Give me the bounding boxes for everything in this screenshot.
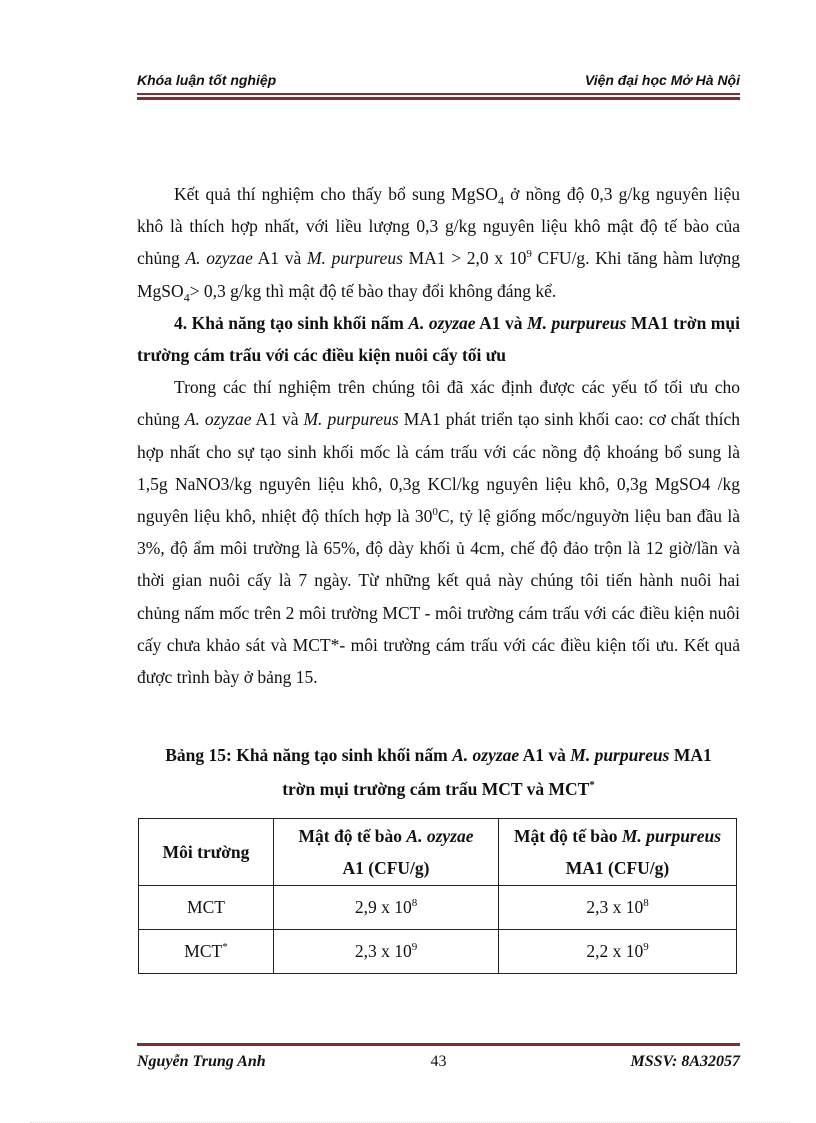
value-base: 2,3 x 10 — [586, 897, 644, 917]
value-exponent: 9 — [643, 941, 649, 954]
value-exponent: 9 — [411, 941, 418, 954]
page-footer — [137, 1053, 740, 1075]
table-row — [139, 930, 737, 974]
header-aspergillus-density — [274, 819, 499, 886]
value-base: 2,9 x 10 — [354, 897, 412, 917]
caption-line-1 — [137, 738, 740, 772]
p2-species-aspergillus: A. ozyzae — [184, 409, 252, 430]
p1-exponent: 9 — [526, 248, 532, 261]
cell-aspergillus-value — [274, 930, 499, 974]
p2-text-g: C, tỷ lệ giống mốc/nguyờn liệu ban đầu là 3%, độ ẩm môi trường là 65%, độ dày khối ủ 4cm, chế độ đảo trộn là 12 giờ/lần và thời gian nuôi cấy là 7 ngày. Từ những kết quả này chúng tôi tiến hành nuôi hai chủng nấm mốc trên 2 môi trường MCT - môi trường cám trấu với các điều kiện nuôi cấy chưa khảo sát và MCT*- môi trường cám trấu với các điều kiện tối ưu. Kết quả được trình bày ở bảng 15. — [137, 506, 740, 688]
p1-species-aspergillus: A. ozyzae — [185, 248, 253, 269]
h3-text-a: Mật độ tế bào — [513, 826, 622, 846]
caption-species-aspergillus: A. ozyzae — [452, 745, 520, 765]
caption-species-monascus: M. purpureus — [570, 745, 670, 765]
h2-text-a: Mật độ tế bào — [298, 826, 407, 846]
p1-text-i: CFU/g. Khi tăng hàm lượng MgSO — [137, 248, 740, 301]
header-rule-thick — [137, 97, 740, 100]
p1-text-k: > 0,3 g/kg thì mật độ tế bào thay đổi không đáng kể. — [189, 280, 557, 301]
value-exponent: 8 — [643, 897, 649, 910]
results-table — [138, 818, 737, 974]
env-label: MCT — [187, 897, 225, 917]
h3-species: M. purpureus — [621, 826, 722, 846]
h2-species: A. ozyzae — [406, 826, 474, 846]
heading-text-e: MA1 trờn mụi trường cám trấu với các điều kiện nuôi cấy tối ưu — [137, 312, 740, 366]
heading-text-a: 4. Khả năng tạo sinh khối nấm — [174, 312, 409, 333]
paragraph-2 — [137, 371, 740, 693]
caption-asterisk: * — [589, 779, 595, 792]
p2-degree-superscript: 0 — [432, 506, 438, 519]
caption-text-e: MA1 — [669, 745, 712, 765]
cell-environment — [139, 930, 274, 974]
p1-text-g: MA1 > 2,0 x 10 — [402, 248, 527, 269]
p1-text-a: Kết quả thí nghiệm cho thấy bổ sung MgSO — [174, 184, 498, 204]
page-number: 43 — [430, 1053, 447, 1070]
env-sup: * — [222, 941, 228, 954]
h2-unit: A1 (CFU/g) — [342, 858, 430, 878]
p1-species-monascus: M. purpureus — [306, 248, 403, 269]
caption-text-a: Bảng 15: Khả năng tạo sinh khối nấm — [165, 745, 453, 765]
footer-rule — [137, 1043, 740, 1046]
p1-text-c: ở nồng độ 0,3 g/kg nguyên liệu khô là thích hợp nhất, với liều lượng 0,3 g/kg nguyên liệu khô mật độ tế bào của chủng — [137, 184, 741, 269]
header-monascus-density — [499, 819, 737, 886]
footer-student-id: MSSV: 8A32057 — [630, 1053, 740, 1070]
page-header — [137, 72, 740, 88]
cell-environment — [139, 886, 274, 930]
heading-species-aspergillus: A. ozyzae — [408, 312, 476, 333]
p1-subscript-2: 4 — [183, 290, 190, 305]
heading-species-monascus: M. purpureus — [527, 312, 627, 333]
caption-line-2 — [137, 772, 740, 806]
caption-text-c: A1 và — [519, 745, 571, 765]
p2-text-e: MA1 phát triển tạo sinh khối cao: cơ chất thích hợp nhất cho sự tạo sinh khối mốc là cám trấu với các nồng độ khoáng bổ sung là 1,5g NaNO3/kg nguyên liệu khô, 0,3g KCl/kg nguyên liệu khô, 0,3g MgSO4 /kg nguyên liệu khô, nhiệt độ thích hợp là 30 — [137, 409, 740, 527]
table-row — [139, 886, 737, 930]
p2-species-monascus: M. purpureus — [303, 409, 399, 430]
header-left-title: Khóa luận tốt nghiệp — [137, 72, 277, 88]
p1-text-e: A1 và — [252, 248, 307, 269]
env-label: MCT — [184, 941, 223, 961]
p2-text-a: Trong các thí nghiệm trên chúng tôi đã xác định được các yếu tố tối ưu cho chủng — [137, 377, 740, 430]
cell-monascus-value — [499, 886, 737, 930]
h3-unit: MA1 (CFU/g) — [565, 858, 670, 878]
section-heading — [137, 307, 740, 371]
table-caption — [137, 738, 740, 806]
value-base: 2,3 x 10 — [354, 941, 412, 961]
paragraph-1 — [137, 178, 740, 307]
value-base: 2,2 x 10 — [586, 941, 644, 961]
header-environment: Môi trường — [139, 819, 274, 886]
value-exponent: 8 — [411, 897, 418, 910]
cell-monascus-value — [499, 930, 737, 974]
p1-subscript: 4 — [497, 193, 504, 208]
caption-text-f: trờn mụi trường cám trấu MCT và MCT — [282, 779, 590, 799]
cell-aspergillus-value — [274, 886, 499, 930]
heading-text-c: A1 và — [475, 312, 528, 333]
p2-text-c: A1 và — [251, 409, 304, 430]
body-text — [137, 178, 740, 693]
header-rule — [137, 93, 740, 95]
footer-author: Nguyễn Trung Anh — [137, 1053, 266, 1070]
header-right-title: Viện đại học Mở Hà Nội — [584, 72, 740, 88]
table-header-row — [139, 819, 737, 886]
